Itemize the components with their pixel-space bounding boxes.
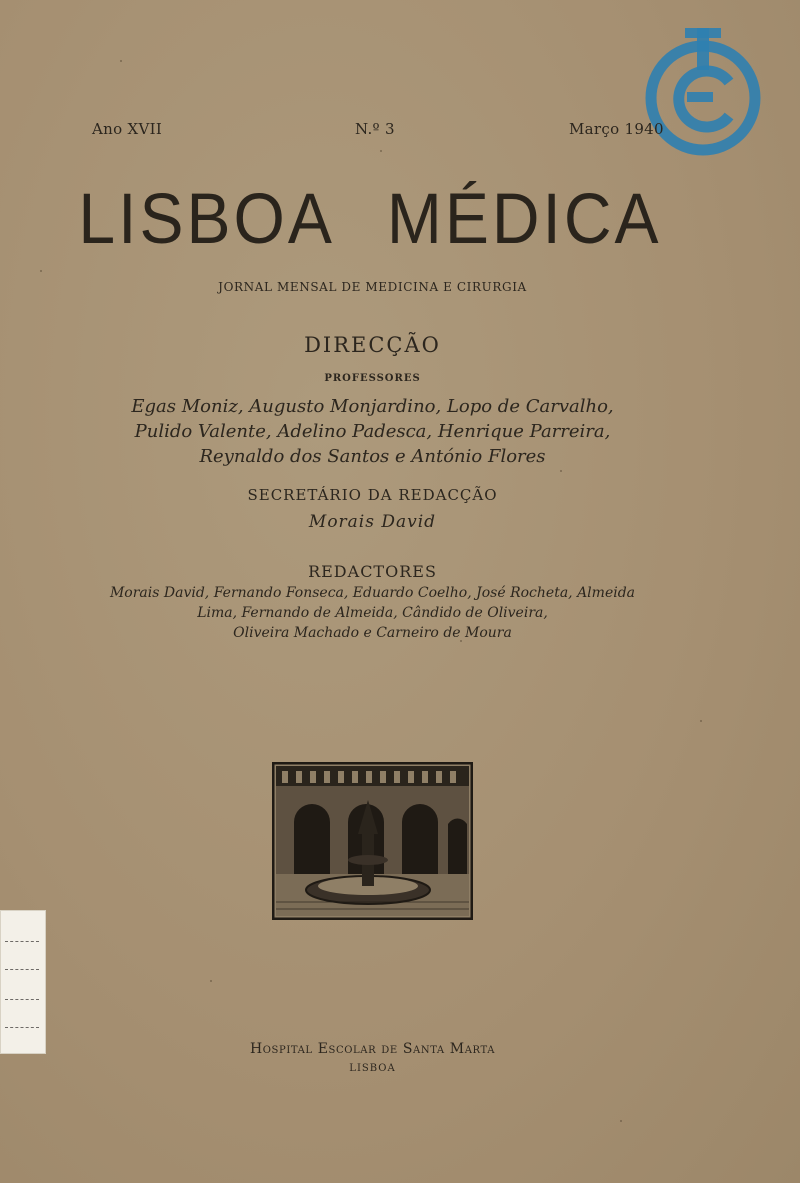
editors-line: Lima, Fernando de Almeida, Cândido de Oliveira, — [197, 605, 548, 621]
issue-date: Março 1940 — [569, 120, 664, 138]
paper-speck — [40, 270, 42, 272]
cloister-engraving-icon — [272, 762, 473, 920]
journal-title — [0, 177, 770, 259]
professors-subheading: PROFESSORES — [324, 373, 421, 384]
label-dash — [5, 1027, 39, 1028]
professors-list — [0, 394, 745, 469]
label-dash — [5, 941, 39, 942]
professors-line: Reynaldo dos Santos e António Flores — [199, 446, 546, 467]
professors-line: Pulido Valente, Adelino Padesca, Henrique Parreira, — [134, 421, 611, 442]
secretary-name: Morais David — [308, 512, 437, 532]
secretary-heading: SECRETÁRIO DA REDACÇÃO — [247, 486, 498, 504]
paper-speck — [120, 60, 122, 62]
paper-speck — [210, 980, 212, 982]
editors-line: Morais David, Fernando Fonseca, Eduardo Coelho, José Rocheta, Almeida — [109, 585, 636, 601]
journal-subtitle: JORNAL MENSAL DE MEDICINA E CIRURGIA — [218, 280, 527, 294]
paper-speck — [700, 720, 702, 722]
paper-speck — [380, 150, 382, 152]
editors-heading: REDACTORES — [308, 562, 437, 581]
publisher-city: LISBOA — [349, 1063, 396, 1074]
label-dash — [5, 999, 39, 1000]
library-label — [0, 910, 46, 1054]
editors-line: Oliveira Machado e Carneiro de Moura — [233, 625, 512, 641]
label-dash — [5, 969, 39, 970]
issue-number: N.º 3 — [355, 120, 395, 138]
journal-title-word2: MÉDICA — [386, 178, 662, 258]
paper-speck — [560, 470, 562, 472]
issue-year: Ano XVII — [92, 120, 163, 138]
publisher-name: Hospital Escolar de Santa Marta — [249, 1041, 496, 1057]
editors-list — [0, 583, 745, 643]
direction-heading: DIRECÇÃO — [304, 333, 441, 357]
professors-line: Egas Moniz, Augusto Monjardino, Lopo de Carvalho, — [131, 396, 614, 417]
paper-speck — [620, 1120, 622, 1122]
journal-title-word1: LISBOA — [78, 178, 335, 258]
